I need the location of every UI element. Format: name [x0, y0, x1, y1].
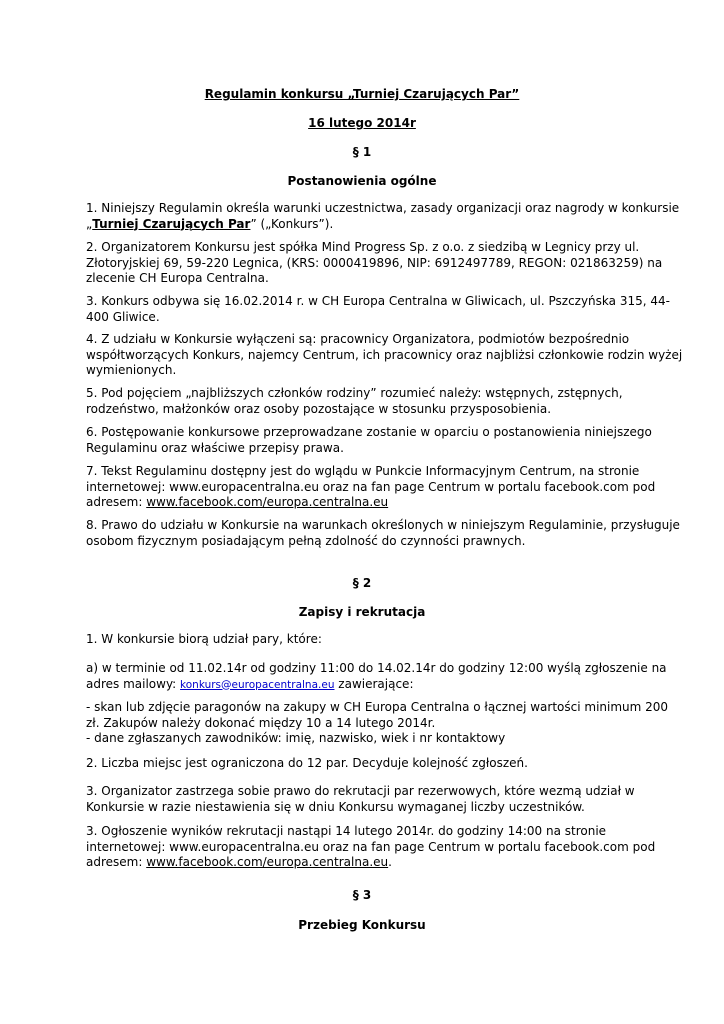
paragraph-1-1: 1. Niniejszy Regulamin określa warunki uczestnictwa, zasady organizacji oraz nagrody w konkursie „Turniej Czarujących Par” („Konkurs”).	[86, 201, 680, 231]
paragraph-1-4: 4. Z udziału w Konkursie wyłączeni są: pracownicy Organizatora, podmiotów bezpośrednio współtworzących Konkurs, najemcy Centrum, ich pracownicy oraz najbliżsi członkowie rodzin wyżej wymienionych.	[86, 332, 683, 377]
paragraph-2-1: 1. W konkursie biorą udział pary, które:	[86, 632, 322, 646]
requirements-list: - skan lub zdjęcie paragonów na zakupy w CH Europa Centralna o łącznej wartości minimum 200 zł. Zakupów należy dokonać między 10 a 14 lutego 2014r. - dane zgłaszanych zawodników: imię, nazwisko, wiek i nr kontaktowy	[86, 700, 669, 745]
document-title: Regulamin konkursu „Turniej Czarujących Par”	[204, 87, 520, 101]
facebook-link[interactable]: www.facebook.com/europa.centralna.eu	[146, 495, 389, 509]
paragraph-2-2: 2. Liczba miejsc jest ograniczona do 12 par. Decyduje kolejność zgłoszeń.	[86, 756, 528, 770]
section-1-sign: § 1	[352, 145, 372, 159]
section-3-sign: § 3	[352, 888, 372, 902]
paragraph-1-6: 6. Postępowanie konkursowe przeprowadzane zostanie w oparciu o postanowienia niniejszego Regulaminu oraz właściwe przepisy prawa.	[86, 425, 652, 455]
paragraph-1-8: 8. Prawo do udziału w Konkursie na warunkach określonych w niniejszym Regulaminie, przysługuje osobom fizycznym posiadającym pełną zdolność do czynności prawnych.	[86, 518, 680, 548]
paragraph-1-3: 3. Konkurs odbywa się 16.02.2014 r. w CH Europa Centralna w Gliwicach, ul. Pszczyńska 315, 44- 400 Gliwice.	[86, 294, 670, 324]
section-3-heading: Przebieg Konkursu	[298, 918, 426, 932]
paragraph-2-3: 3. Organizator zastrzega sobie prawo do rekrutacji par rezerwowych, które wezmą udział w Konkursie w razie niestawienia się w dniu Konkursu wymaganej liczby uczestników.	[86, 784, 635, 814]
paragraph-1-2: 2. Organizatorem Konkursu jest spółka Mind Progress Sp. z o.o. z siedzibą w Legnicy przy ul. Złotoryjskiej 69, 59-220 Legnica, (KRS: 0000419896, NIP: 6912497789, REGON: 021863259) na zlecenie CH Europa Centralna.	[86, 240, 663, 285]
section-1-heading: Postanowienia ogólne	[287, 174, 437, 188]
facebook-link-2[interactable]: www.facebook.com/europa.centralna.eu	[146, 855, 389, 869]
contest-name: Turniej Czarujących Par	[92, 216, 251, 231]
paragraph-2-a: a) w terminie od 11.02.14r od godziny 11:00 do 14.02.14r do godziny 12:00 wyślą zgłoszenie na adres mailowy: konkurs@europacentralna.eu zawierające:	[86, 661, 667, 691]
section-2-heading: Zapisy i rekrutacja	[298, 605, 426, 619]
document-date: 16 lutego 2014r	[308, 116, 416, 130]
email-link[interactable]: konkurs@europacentralna.eu	[180, 678, 335, 691]
paragraph-2-4: 3. Ogłoszenie wyników rekrutacji nastąpi 14 lutego 2014r. do godziny 14:00 na stronie internetowej: www.europacentralna.eu oraz na fan page Centrum w portalu facebook.com pod adresem: www.facebook.com/europa.centralna.eu.	[86, 824, 656, 869]
paragraph-1-5: 5. Pod pojęciem „najbliższych członków rodziny” rozumieć należy: wstępnych, zstępnych, rodzeństwo, małżonków oraz osoby pozostające w stosunku przysposobienia.	[86, 386, 623, 416]
section-2-sign: § 2	[352, 576, 372, 590]
paragraph-1-7: 7. Tekst Regulaminu dostępny jest do wglądu w Punkcie Informacyjnym Centrum, na stronie internetowej: www.europacentralna.eu oraz na fan page Centrum w portalu facebook.com pod adresem: www.facebook.com/europa.centralna.eu	[86, 464, 656, 509]
